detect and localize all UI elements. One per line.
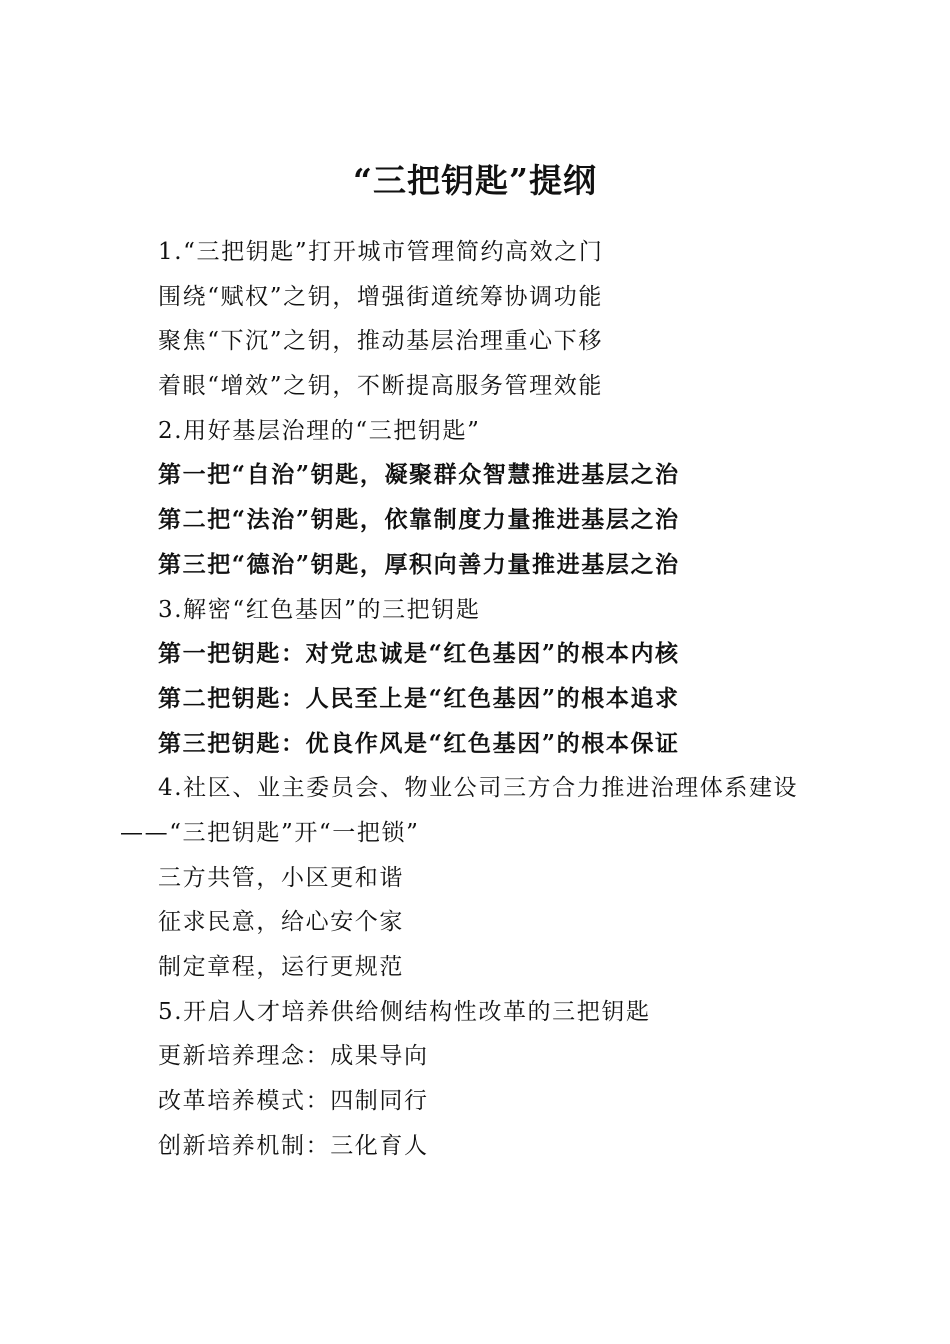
outline-line: 着眼“增效”之钥，不断提高服务管理效能 — [158, 373, 603, 400]
outline-subitem-bold: 第三把钥匙：优良作风是“红色基因”的根本保证 — [158, 729, 680, 757]
outline-subitem-bold: 第一把“自治”钥匙，凝聚群众智慧推进基层之治 — [158, 461, 680, 489]
outline-line: 制定章程，运行更规范 — [158, 954, 404, 980]
document-title: “三把钥匙”提纲 — [353, 161, 597, 201]
outline-line: 围绕“赋权”之钥，增强街道统筹协调功能 — [158, 283, 603, 310]
outline-line: 征求民意，给心安个家 — [158, 909, 404, 936]
outline-line: 聚焦“下沉”之钥，推动基层治理重心下移 — [158, 328, 603, 355]
outline-subitem-bold: 第一把钥匙：对党忠诚是“红色基因”的根本内核 — [158, 640, 680, 668]
outline-line: 三方共管，小区更和谐 — [158, 864, 404, 891]
outline-line: 5.开启人才培养供给侧结构性改革的三把钥匙 — [158, 998, 651, 1025]
outline-list — [120, 230, 840, 1168]
outline-line: 1.“三把钥匙”打开城市管理简约高效之门 — [158, 239, 604, 265]
outline-subitem-bold: 第三把“德治”钥匙，厚积向善力量推进基层之治 — [158, 550, 680, 578]
outline-line: 创新培养机制：三化育人 — [158, 1132, 429, 1159]
outline-line: 2.用好基层治理的“三把钥匙” — [158, 417, 481, 444]
outline-subitem-bold: 第二把钥匙：人民至上是“红色基因”的根本追求 — [158, 684, 680, 712]
outline-line: 改革培养模式：四制同行 — [158, 1088, 429, 1115]
outline-subitem-bold: 第二把“法治”钥匙，依靠制度力量推进基层之治 — [158, 506, 680, 534]
outline-line: 更新培养理念：成果导向 — [158, 1043, 429, 1070]
outline-line: 3.解密“红色基因”的三把钥匙 — [158, 596, 481, 623]
outline-line: ——“三把钥匙”开“一把锁” — [120, 819, 420, 846]
outline-line: 4.社区、业主委员会、物业公司三方合力推进治理体系建设 — [158, 775, 799, 802]
